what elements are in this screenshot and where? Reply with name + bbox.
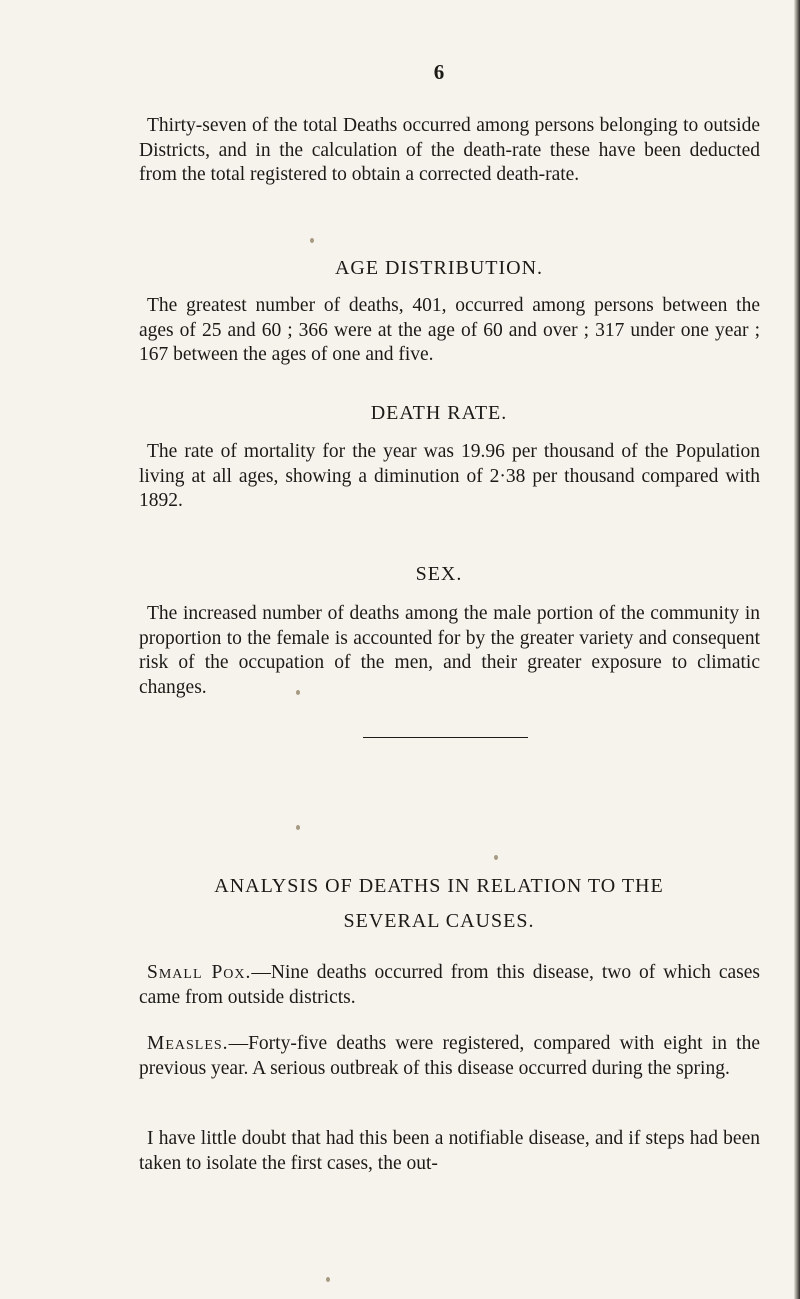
measles-paragraph (139, 1032, 760, 1081)
doubt-paragraph: I have little doubt that had this been a notifiable disease, and if steps had been taken to isolate the first cases, the out- (139, 1128, 760, 1174)
sex-paragraph: The increased number of deaths among the male portion of the community in proportion to the female is accounted for by the greater variety and consequent risk of the occupation of the men, and their greater exposure to climatic changes. (139, 603, 760, 698)
paper-speck (326, 1277, 330, 1282)
measles-text: —Forty-five deaths were registered, compared with eight in the previous year. A serious outbreak of this disease occurred during the spring. (139, 1033, 760, 1079)
paper-speck (310, 238, 314, 243)
small-pox-text: —Nine deaths occurred from this disease, two of which cases came from outside districts. (139, 962, 760, 1008)
age-distribution-heading: AGE DISTRIBUTION. (334, 257, 544, 279)
intro-paragraph: Thirty-seven of the total Deaths occurred among persons belonging to outside Districts, and in the calculation of the death-rate these have been deducted from the total registered to obtain a corrected death-rate. (139, 115, 760, 185)
small-pox-paragraph (139, 961, 760, 1010)
page-edge-shadow (794, 0, 800, 1299)
paper-speck (494, 855, 498, 860)
analysis-heading-line2: SEVERAL CAUSES. (343, 910, 535, 932)
measles-label: Measles. (147, 1033, 229, 1054)
section-divider (363, 737, 528, 738)
death-rate-heading: DEATH RATE. (370, 402, 508, 424)
page-number: 6 (433, 60, 445, 84)
age-distribution-paragraph: The greatest number of deaths, 401, occurred among persons between the ages of 25 and 60 ; 366 were at the age of 60 and over ; 317 under one year ; 167 between the ages of one and five. (139, 295, 760, 365)
death-rate-paragraph: The rate of mortality for the year was 19.96 per thousand of the Population living at all ages, showing a diminution of 2·38 per thousand compared with 1892. (139, 441, 760, 511)
sex-heading: SEX. (415, 563, 463, 585)
small-pox-label: Small Pox. (147, 962, 252, 983)
analysis-heading-line1: ANALYSIS OF DEATHS IN RELATION TO THE (214, 875, 664, 897)
paper-speck (296, 690, 300, 695)
paper-speck (296, 825, 300, 830)
